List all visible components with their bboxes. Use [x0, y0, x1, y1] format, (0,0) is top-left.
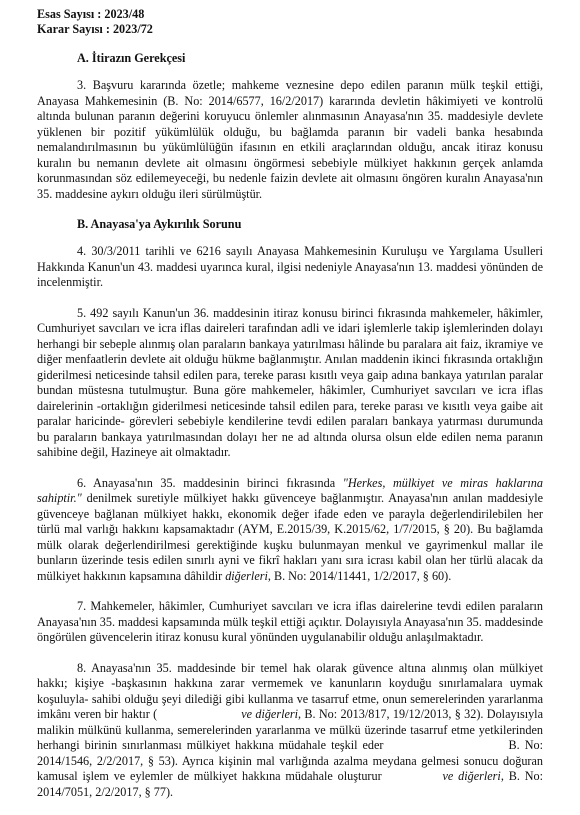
section-a-heading: A. İtirazın Gerekçesi — [77, 51, 186, 65]
paragraph-7: 7. Mahkemeler, hâkimler, Cumhuriyet savcıları ve icra iflas dairelerine tevdi edilen paraların Anayasa'nın 35. maddesi kapsamında mülk teşkil ettiği açıktır. Dolayısıyla Anayasa'nın 35. maddesinde öngörülen güvencelerin itiraz konusu kural yönünden uygulanabilir olduğu anlaşılmaktadır. — [37, 599, 544, 644]
paragraph-6 — [37, 476, 543, 585]
p8-text-f: , B. No: 2014/7051, 2/2/2017, § 77). — [37, 769, 543, 799]
p8-text-d: B. No: 2014/1546, 2/2/2017, § 53). Ayrıca kişinin mal varlığında azalma meydana gelmesi sonucu doğuran kamusal işlem ve eylemler de mülkiyet hakkına müdahale oluşturur — [37, 738, 544, 783]
p6-text-b: denilmek suretiyle mülkiyet hakkı güvenceye bağlanmıştır. Anayasa'nın anılan maddesiyle güvenceye bağlanan mülkiyet hakkı, ekonomik değer ifade eden ve parayla değerlendirilebilen her türlü mal varlığı hakkını kapsamaktadır (AYM, E.2015/39, K.2015/62, 1/7/2015, § 20). Bu bağlamda mülk olarak değerlendirilmesi gerektiğinde kuşku bulunmayan menkul ve gayrimenkul mallar ile bunların üzerinde tesis edilen sınırlı ayni ve fikrî hakları yanı sıra icrası kabil olan her türlü alacak da mülkiyet hakkının kapsamına dâhildir — [37, 491, 543, 583]
paragraph-5: 5. 492 sayılı Kanun'un 36. maddesinin itiraz konusu birinci fıkrasında mahkemeler, hâkimler, Cumhuriyet savcıları ve icra iflas daireleri tarafından adli ve idari işlemlerle takip işlemlerinden dolayı herhangi bir sebeple alınmış olan paraların bankaya yatırılması hâlinde bu paralara ait faiz, ikramiye ve diğer menfaatlerin devlete ait olduğu hükme bağlanmıştır. Anılan maddenin ikinci fıkrasında ortaklığın giderilmesi neticesinde tahsil edilen para, tereke parası kısıtlı veya gaip adına bankaya yatırılan paralar bundan müstesna tutulmuştur. Buna göre mahkemeler, hâkimler, Cumhuriyet savcıları ve icra iflas dairelerinin -ortaklığın giderilmesi neticesinde tahsil edilen para, tereke parası ve kısıtlı veya gaibe ait paralar haricinde- görevleri sebebiyle kendilerine tevdi edilen paraları bankaya yatırması durumunda bu paraların bankaya yatırılmasından dolayı her ne ad altında olursa olsun elde edilen nema paranın sahibine değil, Hazineye ait olmaktadır. — [37, 305, 543, 459]
p6-text-d: , B. No: 2014/11441, 1/2/2017, § 60). — [267, 568, 452, 583]
p8-citation-diger: ve diğerleri — [241, 707, 299, 721]
p8-citation-diger-2: ve diğerleri — [442, 769, 501, 783]
esas-number: Esas Sayısı : 2023/48 — [37, 7, 145, 21]
p8-text-a: 8. Anayasa'nın 35. maddesinde bir temel hak olarak güvence altına alınmış olan mülkiyet hakkı; kişiye -başkasının hakkına zarar vermemek ve kanunların koyduğu sınırlamalara uymak koşuluyla- sahibi olduğu şeyi dilediği gibi kullanma ve tasarruf etme, onun semerelerinden yararlanma imkânı veren bir haktır ( — [37, 660, 543, 721]
section-b-heading: B. Anayasa'ya Aykırılık Sorunu — [77, 217, 242, 231]
document-page — [37, 7, 543, 815]
paragraph-8 — [37, 661, 543, 801]
karar-number: Karar Sayısı : 2023/72 — [37, 22, 153, 36]
p6-quote: "Herkes, mülkiyet ve miras haklarına sahiptir." — [37, 475, 543, 505]
paragraph-3: 3. Başvuru kararında özetle; mahkeme veznesine depo edilen paranın mülk teşkil ettiği, Anayasa Mahkemesinin (B. No: 2014/6577, 16/2/2017) kararında devletin hâkimiyeti ve kontrolü altında bulunan paranın değerini koruyucu önlemler alınmasının Anayasa'nın 35. maddesiyle devlete yüklenen bir pozitif yükümlülük olduğu, bu bağlamda paranın bir vadeli banka hesabında nemalandırılmasının bu yükümlülüğün ifasının en etkili araçlarından olduğu, ancak itiraz konusu kuralın bu nemanın devlete ait olmasını öngörmesi sebebiyle mülkiyet hakkının gerçek anlamda korunmasından söz edilemeyeceği, bu nedenle faizin devlete ait olmasını öngören kuralın Anayasa'nın 35. maddesine aykırı olduğu ileri sürülmüştür. — [37, 78, 543, 201]
p6-text-a: 6. Anayasa'nın 35. maddesinin birinci fıkrasında — [77, 475, 343, 490]
case-numbers — [37, 7, 543, 37]
p8-text-c: , B. No: 2013/817, 19/12/2013, § 32). Dolayısıyla malikin mülkünü kullanma, semerelerinden yararlanma ve mülkü üzerinde tasarruf etme yetkilerinden herhangi birinin sınırlanması mülkiyet hakkına müdahale teşkil eder — [37, 707, 543, 752]
paragraph-4: 4. 30/3/2011 tarihli ve 6216 sayılı Anayasa Mahkemesinin Kuruluşu ve Yargılama Usulleri Hakkında Kanun'un 43. maddesi uyarınca kural, ilgisi nedeniyle Anayasa'nın 13. maddesi yönünden de incelenmiştir. — [37, 244, 543, 289]
p6-citation-diger: diğerleri — [225, 568, 268, 583]
